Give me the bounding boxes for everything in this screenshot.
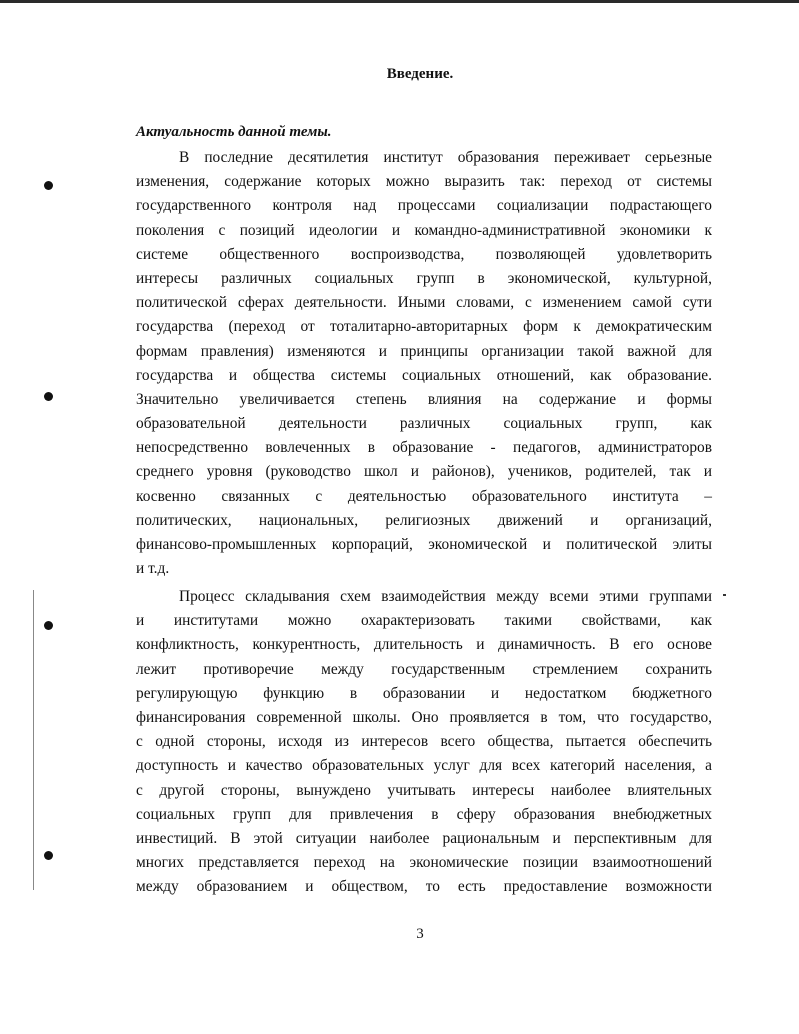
- text-line: государственного контроля над процессами социализации подрастающего: [136, 197, 712, 215]
- stray-mark: [723, 594, 726, 596]
- text-line: поколения с позиций идеологии и командно-административной экономики к: [136, 221, 712, 239]
- text-line: инвестиций. В этой ситуации наиболее рациональным и перспективным для: [136, 829, 712, 847]
- text-line: формам правления) изменяются и принципы организации такой важной для: [136, 342, 712, 360]
- binding-line: [33, 590, 34, 890]
- punch-hole-mark: [44, 392, 53, 401]
- text-line: с одной стороны, исходя из интересов всего общества, пытается обеспечить: [136, 733, 712, 751]
- section-title: Актуальность данной темы.: [136, 124, 332, 140]
- text-line: политической сферах деятельности. Иными словами, с изменением самой сути: [136, 294, 712, 312]
- top-scan-edge: [0, 0, 799, 3]
- text-line: образовательной деятельности различных социальных групп, как: [136, 415, 712, 433]
- page-heading: Введение.: [386, 66, 454, 82]
- text-line: интересы различных социальных групп в экономической, культурной,: [136, 269, 712, 287]
- punch-hole-mark: [44, 181, 53, 190]
- paragraph-2: [136, 585, 712, 899]
- punch-hole-mark: [44, 621, 53, 630]
- text-line: Процесс складывания схем взаимодействия между всеми этими группами: [179, 588, 712, 605]
- page-number: 3: [416, 926, 424, 942]
- text-line: регулирующую функцию в образовании и недостатком бюджетного: [136, 684, 712, 702]
- text-line: финансирования современной школы. Оно проявляется в том, что государство,: [136, 708, 712, 726]
- text-line: системе общественного воспроизводства, позволяющей удовлетворить: [136, 245, 712, 263]
- text-line: конфликтность, конкурентность, длительность и динамичность. В его основе: [136, 636, 712, 654]
- text-line: и т.д.: [136, 560, 170, 578]
- text-line: Значительно увеличивается степень влияния на содержание и формы: [136, 390, 712, 408]
- text-line: социальных групп для привлечения в сферу образования внебюджетных: [136, 805, 712, 823]
- text-line: среднего уровня (руководство школ и районов), учеников, родителей, так и: [136, 463, 712, 481]
- text-line: между образованием и обществом, то есть предоставление возможности: [136, 878, 712, 896]
- text-line: доступность и качество образовательных услуг для всех категорий населения, а: [136, 757, 712, 775]
- text-line: непосредственно вовлеченных в образование - педагогов, администраторов: [136, 439, 712, 457]
- paragraph-1: [136, 146, 712, 581]
- punch-hole-mark: [44, 851, 53, 860]
- text-line: и институтами можно охарактеризовать такими свойствами, как: [136, 612, 712, 630]
- text-line: государства и общества системы социальных отношений, как образование.: [136, 366, 712, 384]
- text-line: лежит противоречие между государственным стремлением сохранить: [136, 660, 712, 678]
- text-line: косвенно связанных с деятельностью образовательного института –: [136, 487, 712, 505]
- text-line: с другой стороны, вынуждено учитывать интересы наиболее влиятельных: [136, 781, 712, 799]
- text-line: многих представляется переход на экономические позиции взаимоотношений: [136, 854, 712, 872]
- text-line: политических, национальных, религиозных движений и организаций,: [136, 511, 712, 529]
- text-line: финансово-промышленных корпораций, экономической и политической элиты: [136, 536, 712, 553]
- text-line: В последние десятилетия институт образования переживает серьезные: [179, 149, 712, 166]
- text-line: государства (переход от тоталитарно-авторитарных форм к демократическим: [136, 318, 712, 336]
- text-line: изменения, содержание которых можно выразить так: переход от системы: [136, 173, 712, 191]
